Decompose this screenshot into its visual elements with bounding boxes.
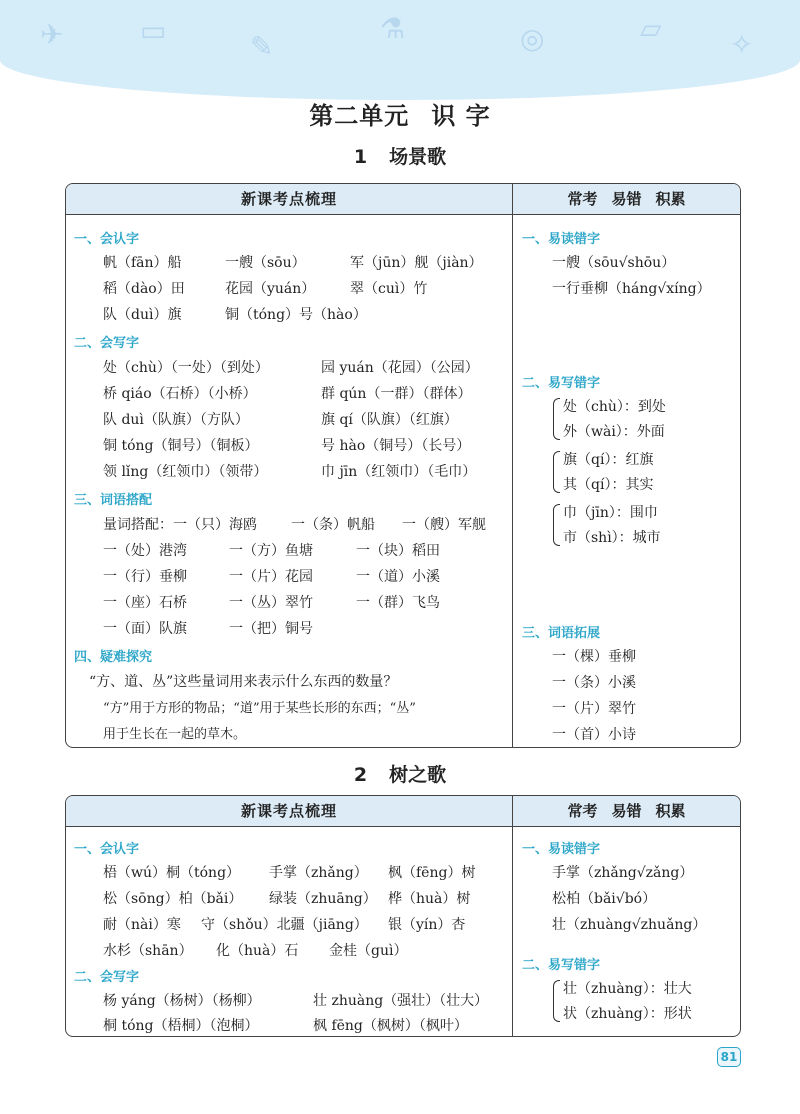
list-item: 耐（nài）寒 bbox=[103, 917, 181, 933]
section-heading: 一、会认字 bbox=[74, 842, 140, 857]
list-item: 金桂（guì） bbox=[329, 943, 408, 959]
list-item: 化（huà）石 bbox=[216, 943, 299, 959]
unit-title bbox=[0, 96, 800, 131]
list-item: 一（把）铜号 bbox=[229, 621, 313, 637]
list-item: 一（处）港湾 bbox=[103, 543, 187, 559]
header-tag: 积累 bbox=[655, 802, 686, 820]
list-item: 一（首）小诗 bbox=[552, 727, 636, 743]
list-item: 松柏（bǎi√bó） bbox=[552, 891, 657, 907]
unit-topic: 识 字 bbox=[431, 102, 491, 130]
list-item: 一（方）鱼塘 bbox=[229, 543, 313, 559]
list-item: 其（qí）：其实 bbox=[563, 477, 654, 493]
list-item: 一（群）飞鸟 bbox=[356, 595, 440, 611]
header-right bbox=[513, 184, 740, 214]
paper-plane-icon: ✈ bbox=[40, 18, 64, 51]
section-heading: 二、易写错字 bbox=[522, 958, 601, 973]
list-item: 旗（qí）：红旗 bbox=[563, 452, 654, 468]
list-item: 一行垂柳（háng√xíng） bbox=[552, 281, 711, 297]
list-item: 一（条）帆船 bbox=[291, 517, 375, 533]
list-item: 量词搭配：一（只）海鸥 bbox=[103, 517, 257, 533]
list-item: 一（片）翠竹 bbox=[552, 701, 636, 717]
section-heading: 二、会写字 bbox=[74, 970, 140, 985]
flask-icon: ⚗ bbox=[380, 12, 406, 45]
list-item: 银（yín）杏 bbox=[388, 917, 466, 933]
list-item: 桥 qiáo（石桥）（小桥） bbox=[103, 386, 257, 402]
answer-text: 用于生长在一起的草木。 bbox=[103, 727, 247, 742]
header-tag: 常考 bbox=[567, 802, 598, 820]
list-item: 处（chù）（一处）（到处） bbox=[103, 360, 269, 376]
list-item: 外（wài）：外面 bbox=[563, 424, 665, 440]
list-item: 花园（yuán） bbox=[225, 281, 316, 297]
list-item: 翠（cuì）竹 bbox=[350, 281, 428, 297]
list-item: 状（zhuàng）：形状 bbox=[563, 1006, 692, 1022]
page-number: 81 bbox=[717, 1047, 741, 1067]
list-item: 杨 yáng（杨树）（杨柳） bbox=[103, 993, 261, 1009]
list-item: 领 lǐng（红领巾）（领带） bbox=[103, 464, 268, 480]
list-item: 巾（jīn）：围巾 bbox=[563, 505, 658, 521]
list-item: 一（棵）垂柳 bbox=[552, 649, 636, 665]
lesson-2-title bbox=[0, 760, 800, 787]
star-icon: ✧ bbox=[730, 28, 754, 61]
list-item: 一（条）小溪 bbox=[552, 675, 636, 691]
list-item: 园 yuán（花园）（公园） bbox=[321, 360, 479, 376]
lesson-2-summary-table bbox=[65, 795, 741, 1037]
lesson-1-title bbox=[0, 142, 800, 169]
list-item: 壮（zhuàng）：壮大 bbox=[563, 981, 692, 997]
header-tag: 积累 bbox=[655, 190, 686, 208]
header-left: 新课考点梳理 bbox=[240, 190, 337, 208]
section-heading: 一、易读错字 bbox=[522, 232, 601, 247]
column-divider bbox=[512, 184, 513, 747]
list-item: 水杉（shān） bbox=[103, 943, 193, 959]
list-item: 一（丛）翠竹 bbox=[229, 595, 313, 611]
list-item: 守（shǒu）北疆（jiāng） bbox=[201, 917, 368, 933]
list-item: 群 qún（一群）（群体） bbox=[321, 386, 472, 402]
list-item: 号 hào（铜号）（长号） bbox=[321, 438, 471, 454]
list-item: 一（片）花园 bbox=[229, 569, 313, 585]
list-item: 一艘（sōu） bbox=[225, 255, 306, 271]
list-item: 铜 tóng（铜号）（铜板） bbox=[103, 438, 259, 454]
header-banner bbox=[0, 0, 800, 100]
lesson-name: 场景歌 bbox=[389, 146, 447, 168]
list-item: 处（chù）：到处 bbox=[563, 399, 666, 415]
list-item: 一（面）队旗 bbox=[103, 621, 187, 637]
list-item: 松（sōng）柏（bǎi） bbox=[103, 891, 243, 907]
header-tag: 易错 bbox=[611, 190, 642, 208]
book-icon: ▭ bbox=[140, 14, 167, 47]
section-heading: 二、会写字 bbox=[74, 336, 140, 351]
brace bbox=[553, 451, 560, 493]
list-item: 桐 tóng（梧桐）（泡桐） bbox=[103, 1018, 259, 1034]
list-item: 枫（fēng）树 bbox=[388, 865, 476, 881]
section-heading: 四、疑难探究 bbox=[74, 650, 153, 665]
question-text: “方、道、丛”这些量词用来表示什么东西的数量？ bbox=[89, 674, 398, 690]
list-item: 稻（dào）田 bbox=[103, 281, 185, 297]
section-heading: 三、词语拓展 bbox=[522, 626, 601, 641]
ruler-icon: ▱ bbox=[640, 12, 662, 45]
lesson-number: 1 bbox=[353, 146, 368, 168]
list-item: 桦（huà）树 bbox=[388, 891, 471, 907]
list-item: 壮 zhuàng（强壮）（壮大） bbox=[313, 993, 489, 1009]
list-item: 队（duì）旗 bbox=[103, 307, 182, 323]
brace bbox=[553, 980, 560, 1022]
header-tag: 常考 bbox=[567, 190, 598, 208]
brace bbox=[553, 398, 560, 440]
list-item: 一（艘）军舰 bbox=[402, 517, 486, 533]
list-item: 旗 qí（队旗）（红旗） bbox=[321, 412, 458, 428]
list-item: 一（道）小溪 bbox=[356, 569, 440, 585]
brace bbox=[553, 504, 560, 546]
list-item: 一（块）稻田 bbox=[356, 543, 440, 559]
header-right bbox=[513, 796, 740, 826]
answer-text: “方”用于方形的物品；“道”用于某些长形的东西；“丛” bbox=[103, 701, 416, 716]
list-item: 市（shì）：城市 bbox=[563, 530, 661, 546]
lesson-1-summary-table bbox=[65, 183, 741, 748]
section-heading: 三、词语搭配 bbox=[74, 493, 153, 508]
list-item: 一（座）石桥 bbox=[103, 595, 187, 611]
lesson-name: 树之歌 bbox=[389, 764, 447, 786]
column-divider bbox=[512, 796, 513, 1036]
lesson-number: 2 bbox=[353, 764, 368, 786]
unit-name: 第二单元 bbox=[309, 102, 410, 130]
list-item: 帆（fān）船 bbox=[103, 255, 182, 271]
header-left: 新课考点梳理 bbox=[240, 802, 337, 820]
section-heading: 一、会认字 bbox=[74, 232, 140, 247]
header-tag: 易错 bbox=[611, 802, 642, 820]
list-item: 铜（tóng）号（hào） bbox=[225, 307, 367, 323]
list-item: 枫 fēng（枫树）（枫叶） bbox=[313, 1018, 468, 1034]
list-item: 手掌（zhǎng） bbox=[269, 865, 368, 881]
section-heading: 一、易读错字 bbox=[522, 842, 601, 857]
list-item: 手掌（zhǎng√zǎng） bbox=[552, 865, 694, 881]
pencil-icon: ✎ bbox=[250, 30, 274, 63]
list-item: 绿装（zhuāng） bbox=[269, 891, 377, 907]
list-item: 一（行）垂柳 bbox=[103, 569, 187, 585]
list-item: 一艘（sōu√shōu） bbox=[552, 255, 676, 271]
list-item: 军（jūn）舰（jiàn） bbox=[350, 255, 483, 271]
list-item: 巾 jīn（红领巾）（毛巾） bbox=[321, 464, 477, 480]
globe-icon: ◎ bbox=[520, 22, 545, 55]
list-item: 队 duì（队旗）（方队） bbox=[103, 412, 249, 428]
list-item: 梧（wú）桐（tóng） bbox=[103, 865, 241, 881]
list-item: 壮（zhuàng√zhuǎng） bbox=[552, 917, 707, 933]
section-heading: 二、易写错字 bbox=[522, 376, 601, 391]
